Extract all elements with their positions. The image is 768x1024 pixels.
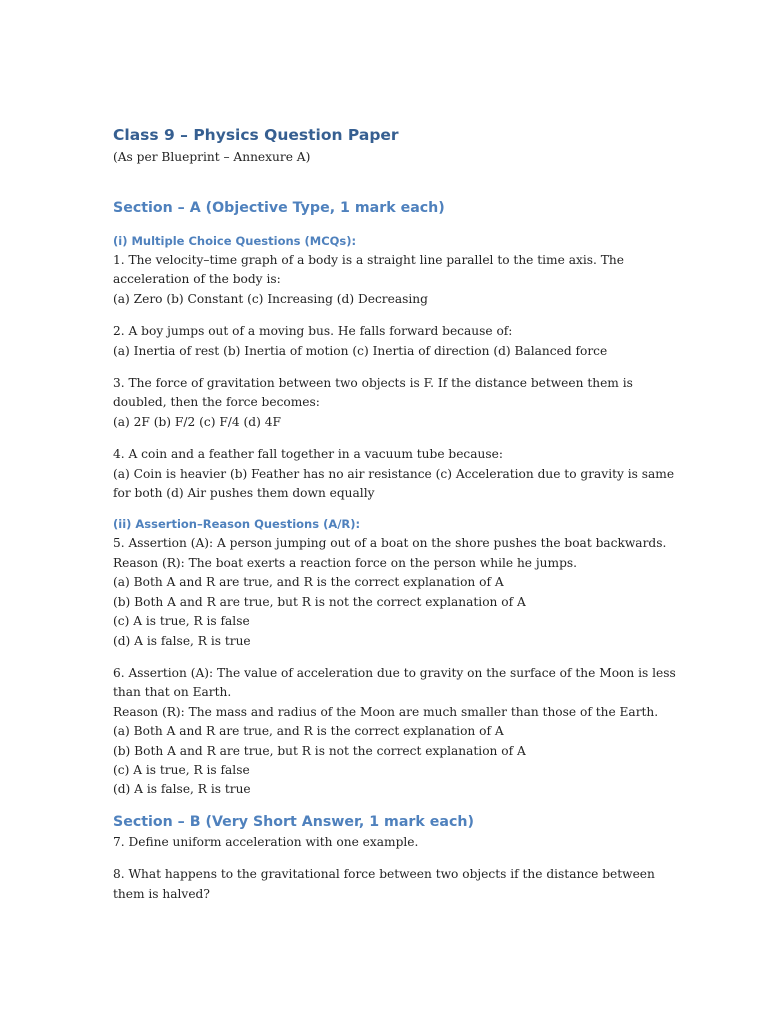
question-4-options-cont: for both (d) Air pushes them down equally <box>113 486 375 501</box>
question-6-option-d: (d) A is false, R is true <box>113 782 251 797</box>
question-2 <box>113 322 658 361</box>
question-3-options: (a) 2F (b) F/2 (c) F/4 (d) 4F <box>113 414 281 429</box>
question-5-option-d: (d) A is false, R is true <box>113 633 251 648</box>
question-6 <box>113 664 676 800</box>
question-5-option-a: (a) Both A and R are true, and R is the correct explanation of A <box>113 575 504 590</box>
question-3-line-1: 3. The force of gravitation between two objects is F. If the distance between them is <box>113 376 633 391</box>
question-1-line-1: 1. The velocity–time graph of a body is a straight line parallel to the time axis. The <box>113 253 624 267</box>
question-7 <box>113 833 658 852</box>
question-6-reason: Reason (R): The mass and radius of the Moon are much smaller than those of the Earth. <box>113 704 659 719</box>
mcq-heading: (i) Multiple Choice Questions (MCQs): <box>113 234 357 248</box>
question-8-line-2: them is halved? <box>113 886 210 901</box>
section-a-heading: Section – A (Objective Type, 1 mark each) <box>113 200 445 216</box>
question-8 <box>113 865 658 904</box>
page-subtitle: (As per Blueprint – Annexure A) <box>113 150 311 164</box>
question-5-option-c: (c) A is true, R is false <box>113 614 250 629</box>
question-8-line-1: 8. What happens to the gravitational force between two objects if the distance between <box>113 867 655 882</box>
question-4-options: (a) Coin is heavier (b) Feather has no air resistance (c) Acceleration due to gravity is same <box>113 466 675 481</box>
section-b-heading: Section – B (Very Short Answer, 1 mark each) <box>113 813 474 830</box>
question-6-option-b: (b) Both A and R are true, but R is not the correct explanation of A <box>113 743 526 758</box>
question-1-line-2: acceleration of the body is: <box>113 272 281 287</box>
question-6-assertion-cont: than that on Earth. <box>113 685 232 700</box>
question-5-reason: Reason (R): The boat exerts a reaction force on the person while he jumps. <box>113 555 578 570</box>
question-4 <box>113 445 675 503</box>
question-2-line-1: 2. A boy jumps out of a moving bus. He falls forward because of: <box>113 324 513 339</box>
question-1 <box>113 251 658 309</box>
question-2-options: (a) Inertia of rest (b) Inertia of motion (c) Inertia of direction (d) Balanced force <box>113 343 608 358</box>
question-7-line-1: 7. Define uniform acceleration with one example. <box>113 834 419 849</box>
question-3-line-2: doubled, then the force becomes: <box>113 395 320 410</box>
question-6-assertion: 6. Assertion (A): The value of acceleration due to gravity on the surface of the Moon is less <box>113 665 676 680</box>
assertion-reason-heading: (ii) Assertion–Reason Questions (A/R): <box>113 517 361 532</box>
document-content <box>113 124 676 904</box>
question-6-option-a: (a) Both A and R are true, and R is the correct explanation of A <box>113 724 504 739</box>
page-title: Class 9 – Physics Question Paper <box>113 126 399 144</box>
question-4-line-1: 4. A coin and a feather fall together in a vacuum tube because: <box>113 447 503 462</box>
question-5-assertion: 5. Assertion (A): A person jumping out of a boat on the shore pushes the boat backwards. <box>113 536 667 551</box>
question-5 <box>113 534 667 650</box>
question-3 <box>113 374 658 432</box>
question-6-option-c: (c) A is true, R is false <box>113 762 250 777</box>
question-5-option-b: (b) Both A and R are true, but R is not the correct explanation of A <box>113 594 526 609</box>
question-1-options: (a) Zero (b) Constant (c) Increasing (d) Decreasing <box>113 291 428 306</box>
